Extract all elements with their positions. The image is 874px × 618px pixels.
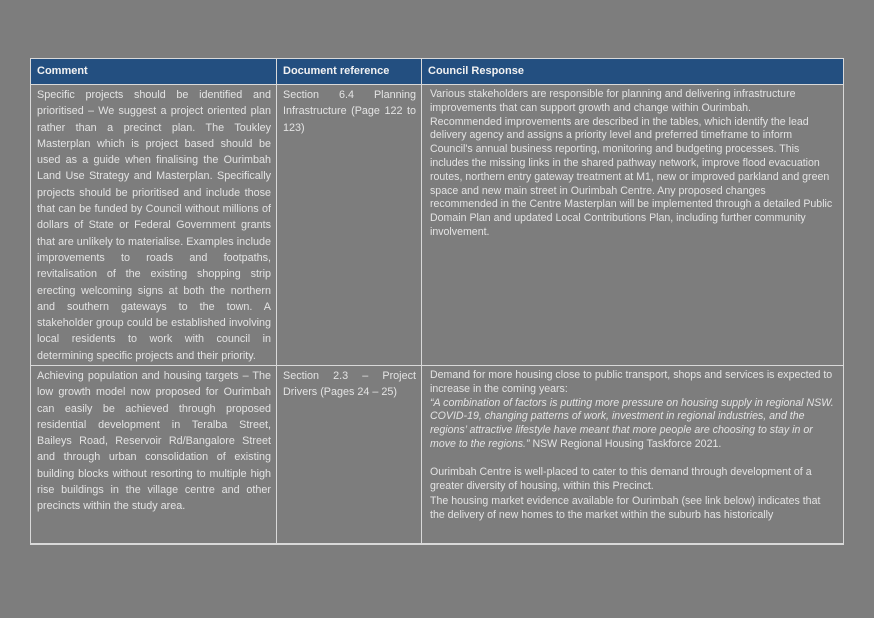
row1-comment-cell: Specific projects should be identified and prioritised – We suggest a project oriented plan rather than a precinct plan. The Toukley Masterplan which is project based should be used as a guide when finalising the Ourimbah Land Use Strategy and Masterplan. Specifically projects should be prioritised and include those that can be funded by Council without millions of dollars of State or Federal Government grants that are unlikely to materialise. Examples include improvements to roads and footpaths, revitalisation of the existing shopping strip erecting welcoming signs at both the northern and southern gateways to the town. A stakeholder group could be established involving local residents to work with council in determining specific projects and their priority. [31,85,277,366]
column-header-council-response: Council Response [422,59,843,85]
row2-reference-cell: Section 2.3 – Project Drivers (Pages 24 – 25) [277,366,422,544]
column-header-document-reference: Document reference [277,59,422,85]
row2-response-paragraph: The housing market evidence available for Ourimbah (see link below) indicates that the delivery of new homes to the market within the suburb has historically [430,495,821,522]
row2-response-intro: Demand for more housing close to public transport, shops and services is expected to increase in the coming years: [430,369,833,395]
quote-attribution: NSW Regional Housing Taskforce 2021. [532,437,722,450]
row1-response-cell [422,85,843,366]
row1-reference-cell: Section 6.4 Planning Infrastructure (Page 122 to 123) [277,85,422,366]
quote-text: “A combination of factors is putting more pressure on housing supply in regional NSW. COVID-19, changing patterns of work, investment in regional industries, and the regions’ attractive lifestyle have meant that more people are choosing to stay in or move to the regions.” [430,396,834,450]
comment-response-table [30,58,844,545]
column-header-comment: Comment [31,59,277,85]
paragraph-spacer [430,452,835,466]
row2-response-quote [430,397,835,452]
row2-response-cell [422,366,843,544]
row2-comment-cell: Achieving population and housing targets – The low growth model now proposed for Ourimbah can easily be achieved through proposed residential development in Teralba Street, Baileys Road, Reservoir Rd/Bangalore Street and through urban consolidation of existing building blocks without resorting to multiple high rise buildings in the village centre and other precincts within the study area. [31,366,277,544]
row1-response-paragraph: Recommended improvements are described in the tables, which identify the lead delivery agency and assigns a priority level and preferred timeframe to inform Council's annual business reporting, monitoring and budgeting processes. This includes the missing links in the shared pathway network, improve flood evacuation routes, northern entry gateway treatment at M1, new or improved parkland and green space and new main street in Ourimbah Centre. Any proposed changes recommended in the Centre Masterplan will be implemented through a detailed Public Domain Plan and updated Local Contributions Plan, including further community involvement. [430,115,833,238]
row2-response-paragraph: Ourimbah Centre is well-placed to cater to this demand through development of a greater diversity of housing, within this Precinct. [430,465,812,492]
row1-response-paragraph: Various stakeholders are responsible for planning and delivering infrastructure improvements that can support growth and change within Ourimbah. [430,88,796,114]
